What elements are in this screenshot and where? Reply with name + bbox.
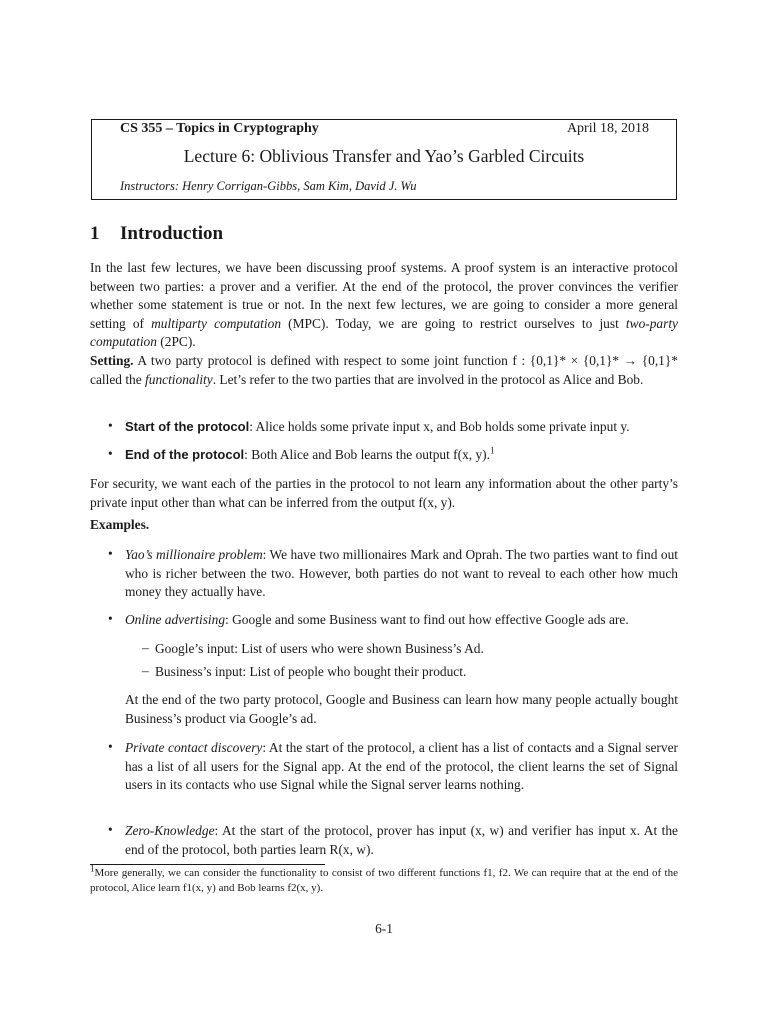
example-text: : Google and some Business want to find out how effective Google ads are. <box>225 612 629 627</box>
bullet-label: End of the protocol <box>125 447 245 462</box>
example-text: : At the start of the protocol, a client has a list of contacts and a Signal server has a list of all users for the Signal app. At the end of the protocol, the client learns the set of Signal users in its contacts who use Signal while the Signal server learns nothing. <box>125 740 678 793</box>
bullet-start-protocol <box>125 418 678 437</box>
page-number: 6-1 <box>375 921 393 936</box>
section-number: 1 <box>90 223 100 244</box>
intro-text: In the last few lectures, we have been discussing proof systems. A proof system is an interactive protocol between two parties: a prover and a verifier. At the end of the protocol, the prover convinces the verifier whether some statement is true or not. In the next few lectures, we are going to consider a more general setting of <box>90 260 678 331</box>
setting-paragraph <box>90 352 678 389</box>
advertising-conclusion: At the end of the two party protocol, Google and Business can learn how many people actually bought Business’s product via Google’s ad. <box>125 692 678 726</box>
bullet-icon: • <box>108 546 113 561</box>
intro-paragraph <box>90 259 678 352</box>
security-paragraph: For security, we want each of the parties in the protocol to not learn any information about the other party’s private input other than what can be inferred from the output f(x, y). <box>90 476 678 510</box>
section-heading <box>90 223 223 245</box>
lecture-header-box <box>91 119 677 200</box>
dash-icon: – <box>142 663 149 678</box>
setting-text: A two party protocol is defined with respect to some joint function f : {0,1}* × {0,1}* → {0,1}* called the <box>90 353 678 387</box>
bullet-text: : Alice holds some private input x, and Bob holds some private input y. <box>249 419 630 434</box>
example-label: Online advertising <box>125 612 226 627</box>
dash-icon: – <box>142 640 149 655</box>
footnote <box>90 863 678 896</box>
advertising-sub-item: Business’s input: List of people who bought their product. <box>155 664 467 679</box>
intro-text: (2PC). <box>156 334 196 350</box>
example-advertising <box>125 611 678 630</box>
footnote-divider <box>90 864 325 865</box>
intro-text: (MPC). Today, we are going to restrict ourselves to just <box>281 315 626 331</box>
lecture-title: Lecture 6: Oblivious Transfer and Yao’s Garbled Circuits <box>183 146 585 166</box>
bullet-icon: • <box>108 446 113 461</box>
bullet-text: : Both Alice and Bob learns the output f(x, y). <box>244 447 490 462</box>
footnote-text: More generally, we can consider the functionality to consist of two different functions f1, f2. We can require that at the end of the protocol, Alice learn f1(x, y) and Bob learns f2(x, y). <box>90 867 678 894</box>
term-mpc: multiparty computation <box>151 315 282 331</box>
course-name: CS 355 – Topics in Cryptography <box>120 121 319 136</box>
bullet-icon: • <box>108 822 113 837</box>
bullet-icon: • <box>108 611 113 626</box>
example-millionaire <box>125 546 678 602</box>
example-text: : At the start of the protocol, prover has input (x, w) and verifier has input x. At the end of the protocol, both parties learn R(x, w). <box>125 823 678 857</box>
section-title: Introduction <box>120 223 224 244</box>
bullet-end-protocol <box>125 446 678 465</box>
example-zero-knowledge <box>125 822 678 859</box>
lecture-date: April 18, 2018 <box>566 121 649 136</box>
instructors: Instructors: Henry Corrigan-Gibbs, Sam Kim, David J. Wu <box>120 179 417 193</box>
examples-heading: Examples. <box>90 517 150 532</box>
advertising-sub-item: Google’s input: List of users who were shown Business’s Ad. <box>155 641 484 656</box>
example-label: Zero-Knowledge <box>125 823 215 838</box>
footnote-mark: 1 <box>90 863 95 874</box>
example-text: : We have two millionaires Mark and Oprah. The two parties want to find out who is richer between the two. However, both parties do not want to reveal to each other how much money they actually have. <box>125 547 678 600</box>
bullet-icon: • <box>108 739 113 754</box>
example-label: Yao’s millionaire problem <box>125 547 263 562</box>
example-contact-discovery <box>125 739 678 795</box>
example-label: Private contact discovery <box>125 740 263 755</box>
setting-label: Setting. <box>90 353 134 368</box>
setting-text: . Let’s refer to the two parties that are involved in the protocol as Alice and Bob. <box>212 371 644 387</box>
term-functionality: functionality <box>145 371 213 387</box>
term-2pc: two-party computation <box>90 315 678 350</box>
bullet-icon: • <box>108 418 113 433</box>
footnote-marker[interactable]: 1 <box>489 445 495 456</box>
bullet-label: Start of the protocol <box>125 419 250 434</box>
